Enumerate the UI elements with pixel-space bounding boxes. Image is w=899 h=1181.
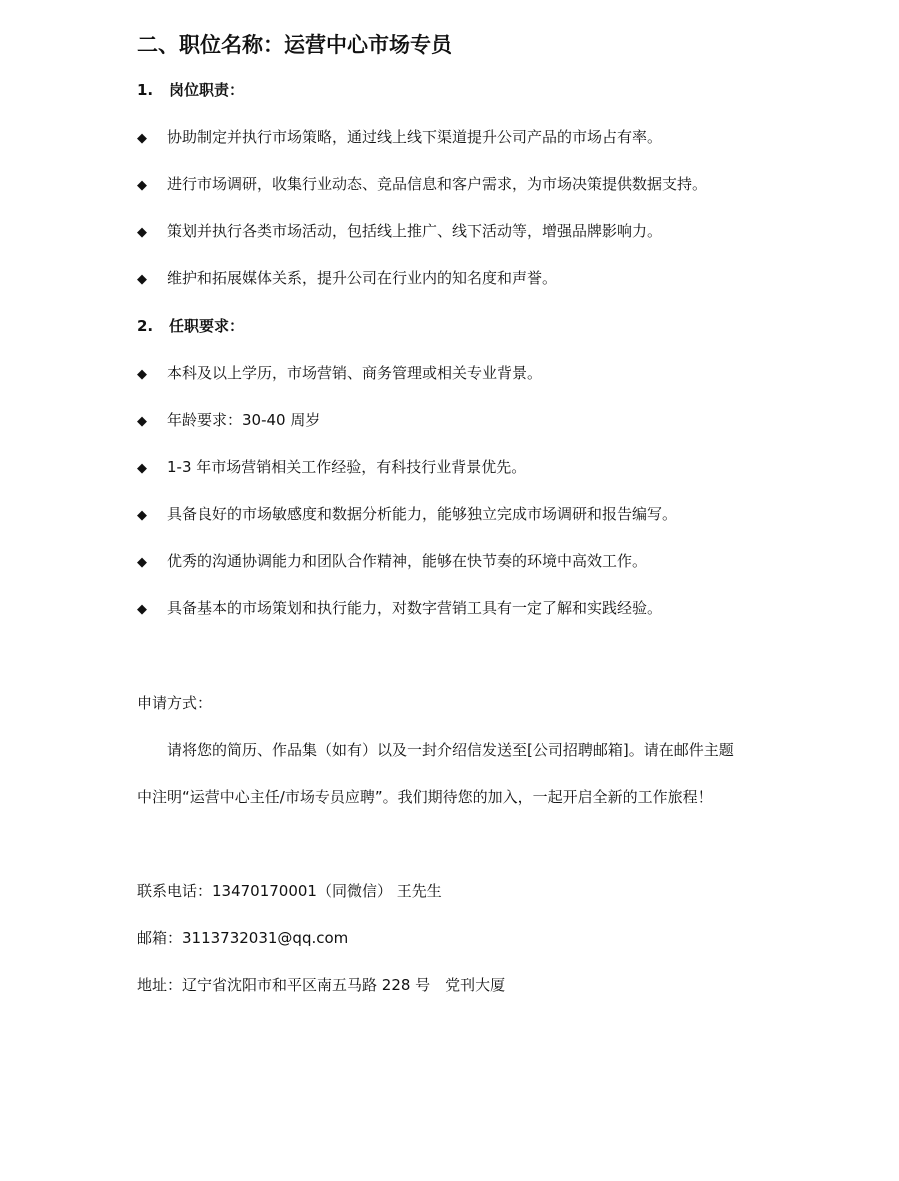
list-item-text: 协助制定并执行市场策略，通过线上线下渠道提升公司产品的市场占有率。 <box>167 128 663 146</box>
diamond-bullet-icon: ◆ <box>137 555 147 570</box>
list-item <box>137 410 320 432</box>
list-item <box>137 551 647 573</box>
section-heading-label: 任职要求： <box>169 317 245 335</box>
list-item <box>137 174 707 196</box>
section-duties-heading <box>137 80 244 100</box>
contact-email: 邮箱：3113732031@qq.com <box>137 929 349 947</box>
list-item-text: 进行市场调研，收集行业动态、竞品信息和客户需求，为市场决策提供数据支持。 <box>167 175 708 193</box>
apply-text-line-2: 中注明“运营中心主任/市场专员应聘”。我们期待您的加入，一起开启全新的工作旅程！ <box>137 788 713 806</box>
list-item-text: 具备良好的市场敏感度和数据分析能力，能够独立完成市场调研和报告编写。 <box>167 505 678 523</box>
list-item-text: 具备基本的市场策划和执行能力，对数字营销工具有一定了解和实践经验。 <box>167 599 663 617</box>
contact-address: 地址：辽宁省沈阳市和平区南五马路 228 号 党刊大厦 <box>137 976 506 994</box>
diamond-bullet-icon: ◆ <box>137 131 147 146</box>
list-item <box>137 268 557 290</box>
diamond-bullet-icon: ◆ <box>137 602 147 617</box>
diamond-bullet-icon: ◆ <box>137 178 147 193</box>
list-item-text: 策划并执行各类市场活动，包括线上推广、线下活动等，增强品牌影响力。 <box>167 222 663 240</box>
diamond-bullet-icon: ◆ <box>137 225 147 240</box>
diamond-bullet-icon: ◆ <box>137 414 147 429</box>
list-item-text: 优秀的沟通协调能力和团队合作精神，能够在快节奏的环境中高效工作。 <box>167 552 648 570</box>
section-number: 1. <box>137 81 154 99</box>
contact-phone: 联系电话：13470170001（同微信） 王先生 <box>137 882 442 900</box>
diamond-bullet-icon: ◆ <box>137 367 147 382</box>
section-requirements-heading <box>137 316 244 336</box>
list-item-text: 维护和拓展媒体关系，提升公司在行业内的知名度和声誉。 <box>167 269 558 287</box>
diamond-bullet-icon: ◆ <box>137 508 147 523</box>
section-heading-label: 岗位职责： <box>169 81 245 99</box>
list-item <box>137 457 526 479</box>
list-item-text: 本科及以上学历，市场营销、商务管理或相关专业背景。 <box>167 364 543 382</box>
list-item-text: 年龄要求：30-40 周岁 <box>167 411 321 429</box>
section-number: 2. <box>137 317 154 335</box>
list-item <box>137 221 662 243</box>
list-item <box>137 504 677 526</box>
list-item <box>137 363 542 385</box>
list-item <box>137 598 662 620</box>
list-item-text: 1-3 年市场营销相关工作经验，有科技行业背景优先。 <box>167 458 527 476</box>
page-title: 二、职位名称：运营中心市场专员 <box>137 33 452 57</box>
list-item <box>137 127 662 149</box>
diamond-bullet-icon: ◆ <box>137 272 147 287</box>
diamond-bullet-icon: ◆ <box>137 461 147 476</box>
apply-text-line-1: 请将您的简历、作品集（如有）以及一封介绍信发送至[公司招聘邮箱]。请在邮件主题 <box>167 741 734 759</box>
apply-label: 申请方式： <box>137 694 213 712</box>
